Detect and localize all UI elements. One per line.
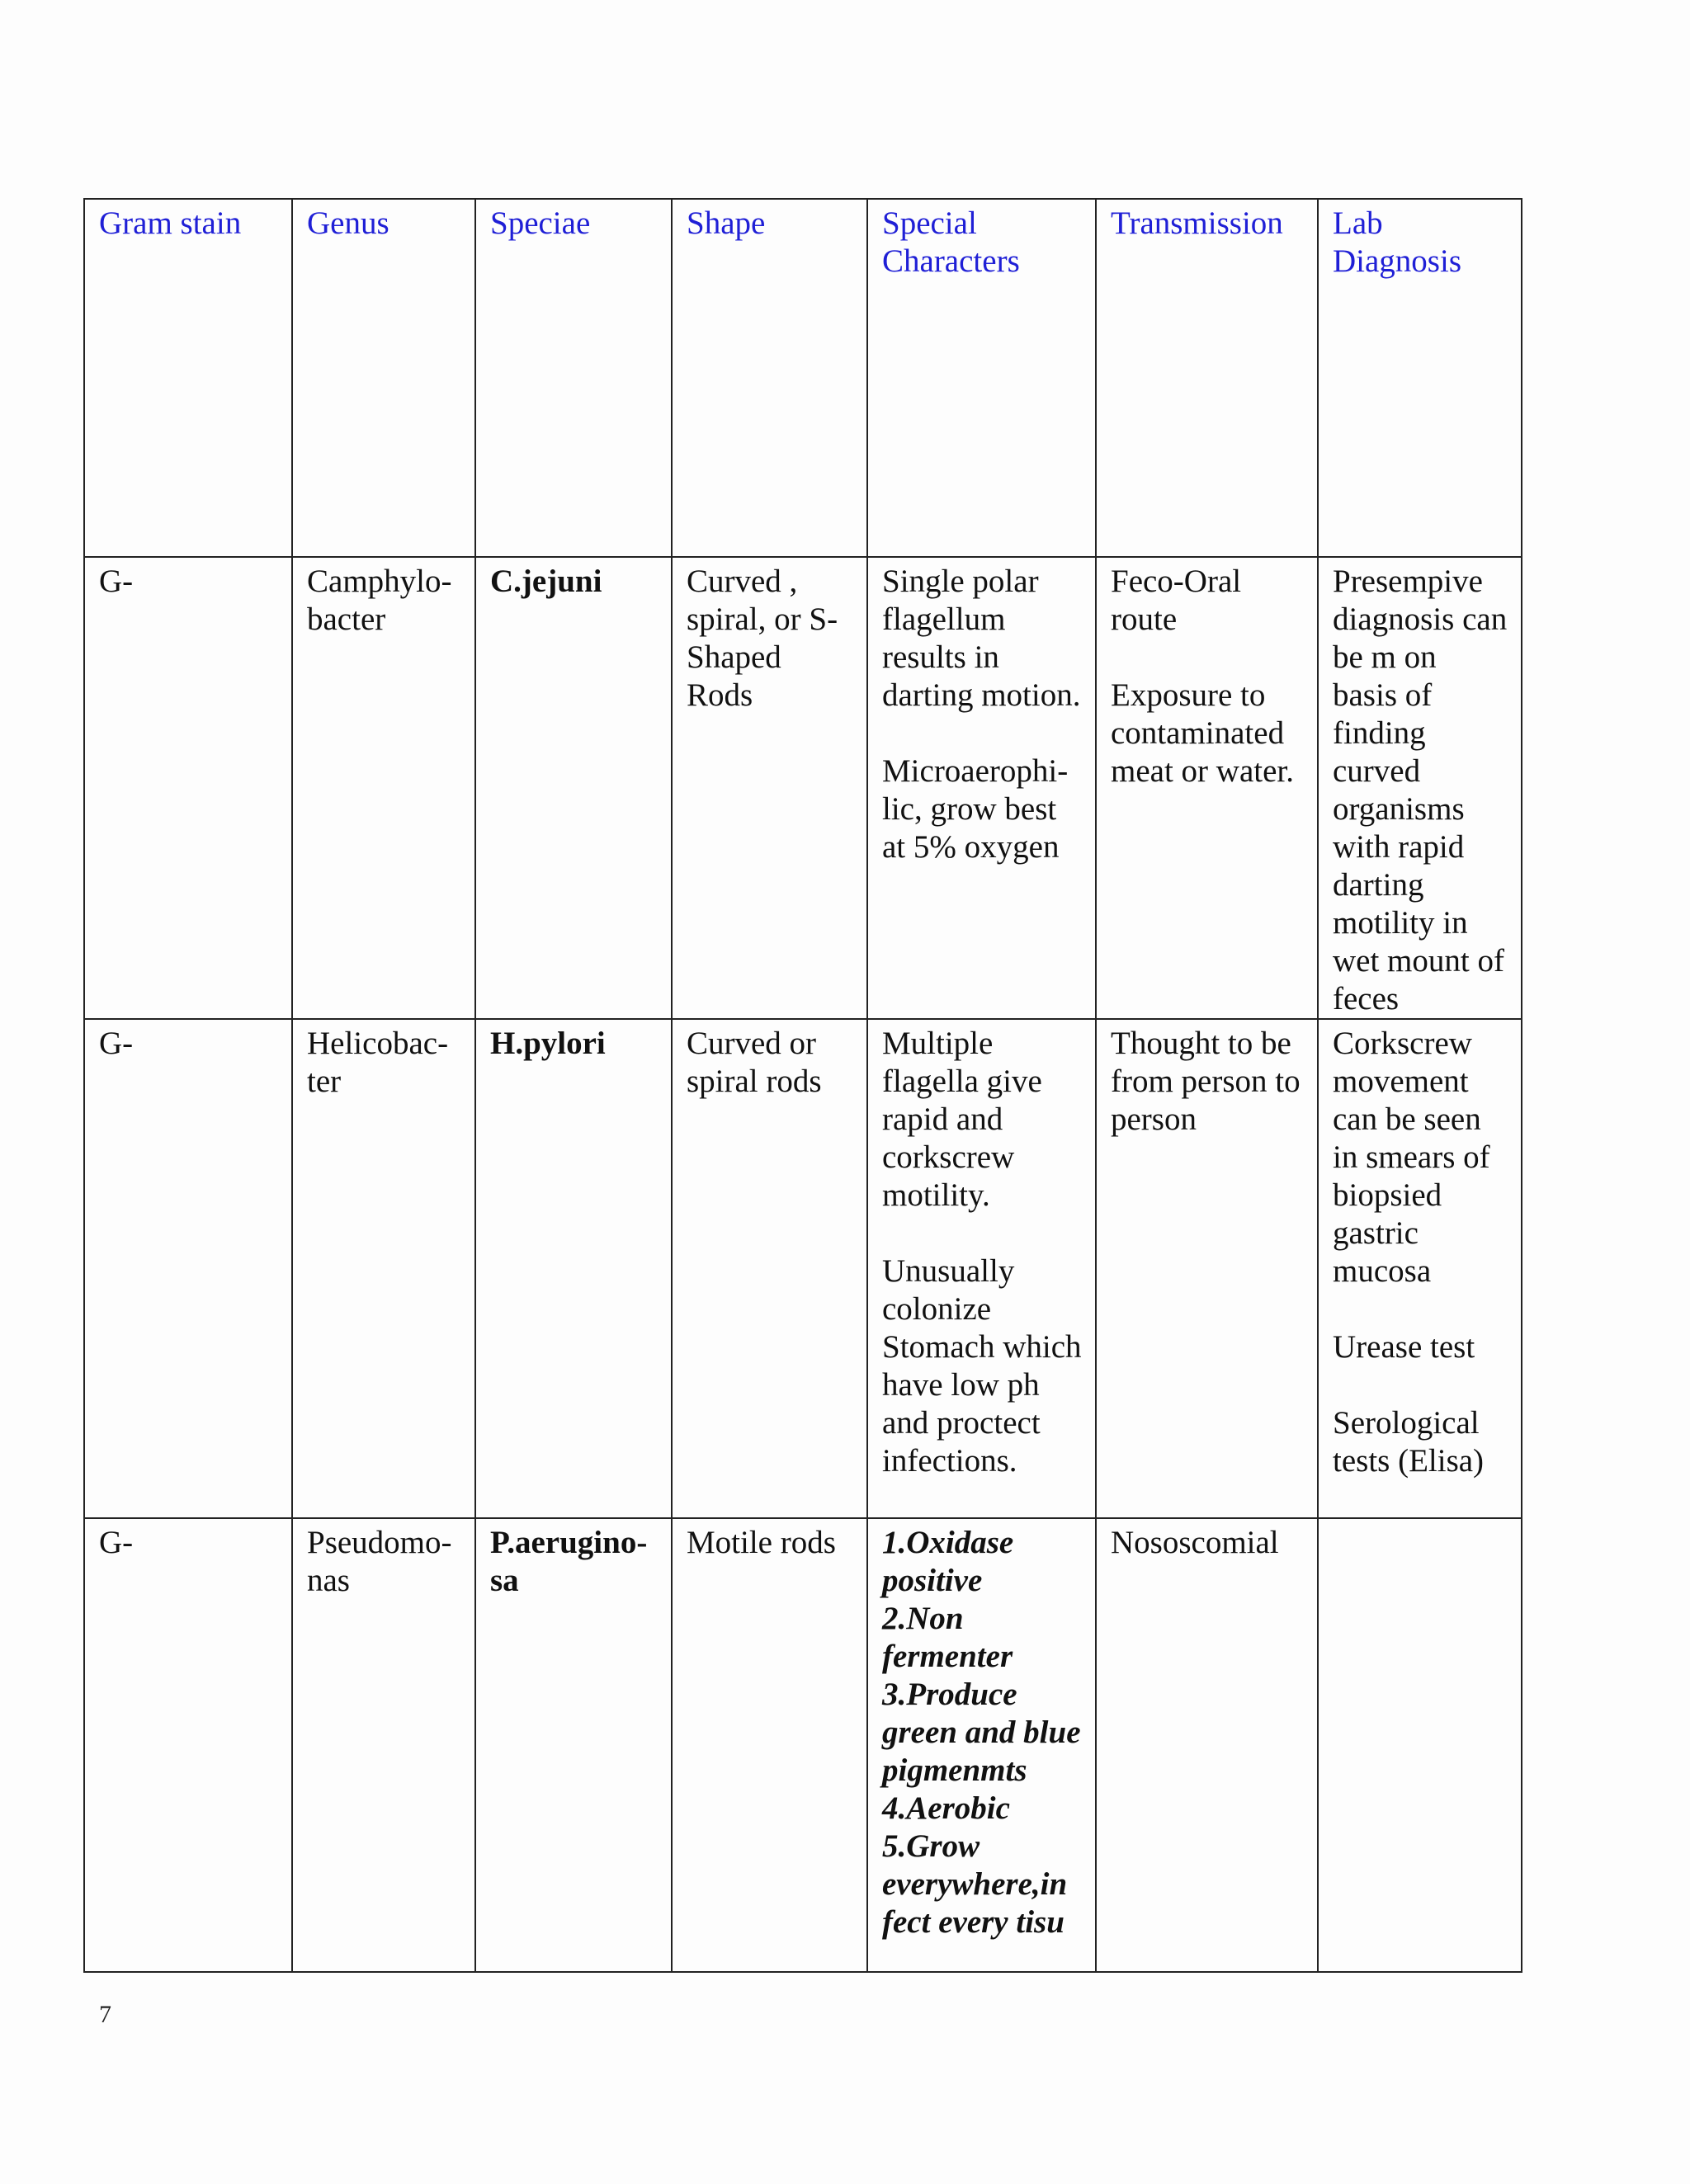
header-shape: Shape [672,199,867,557]
cell-transmission [1096,1518,1318,1972]
header-gram-stain: Gram stain [84,199,292,557]
header-special-characters: Special Characters [867,199,1096,557]
cell-lab-diagnosis [1318,1019,1522,1518]
special-characters-item: Multiple flagella give rapid and corkscrew motility. [882,1026,1042,1213]
cell-special-characters [867,557,1096,1019]
transmission-item: Feco-Oral route [1111,564,1242,637]
cell-gram-stain: G- [84,1019,292,1518]
transmission-item: Thought to be from person to person [1111,1026,1301,1137]
page-number: 7 [99,2001,111,2028]
cell-lab-diagnosis [1318,557,1522,1019]
special-characters-item: Microaerophi-lic, grow best at 5% oxygen [882,753,1069,865]
cell-special-characters [867,1019,1096,1518]
header-lab-diagnosis: Lab Diagnosis [1318,199,1522,557]
cell-special-characters [867,1518,1096,1972]
special-characters-item: 2.Non fermenter [882,1601,1013,1674]
cell-genus: Pseudomo-nas [292,1518,475,1972]
special-characters-item: 1.Oxidase positive [882,1525,1014,1598]
table-row [84,1518,1522,1972]
cell-gram-stain: G- [84,1518,292,1972]
table-row [84,557,1522,1019]
special-characters-item: 3.Produce green and blue pigmenmts [882,1677,1081,1788]
special-characters-item: 5.Grow everywhere,in fect every tisu [882,1828,1068,1940]
table-header-row [84,199,1522,557]
cell-genus: Helicobac-ter [292,1019,475,1518]
special-characters-item: Single polar flagellum results in darting motion. [882,564,1081,713]
cell-shape: Curved or spiral rods [672,1019,867,1518]
cell-species: H.pylori [475,1019,672,1518]
cell-shape: Curved , spiral, or S-Shaped Rods [672,557,867,1019]
cell-gram-stain: G- [84,557,292,1019]
cell-lab-diagnosis [1318,1518,1522,1972]
cell-shape: Motile rods [672,1518,867,1972]
cell-species: C.jejuni [475,557,672,1019]
transmission-item: Nososcomial [1111,1525,1279,1560]
special-characters-item: 4.Aerobic [882,1790,1010,1826]
transmission-item: Exposure to contaminated meat or water. [1111,677,1294,789]
header-transmission: Transmission [1096,199,1318,557]
lab-diagnosis-item: Urease test [1333,1329,1475,1365]
lab-diagnosis-item: Corkscrew movement can be seen in smears of biopsied gastric mucosa [1333,1026,1490,1289]
table-row [84,1019,1522,1518]
cell-species: P.aerugino-sa [475,1518,672,1972]
cell-transmission [1096,1019,1318,1518]
lab-diagnosis-item: Presempive diagnosis can be m on basis of finding curved organisms with rapid darting motility in wet mount of feces [1333,564,1508,1017]
header-genus: Genus [292,199,475,557]
cell-transmission [1096,557,1318,1019]
special-characters-item: Unusually colonize Stomach which have low ph and proctect infections. [882,1253,1082,1479]
header-species: Speciae [475,199,672,557]
lab-diagnosis-item: Serological tests (Elisa) [1333,1405,1485,1479]
cell-genus: Camphylo-bacter [292,557,475,1019]
microbiology-table [83,198,1522,1973]
